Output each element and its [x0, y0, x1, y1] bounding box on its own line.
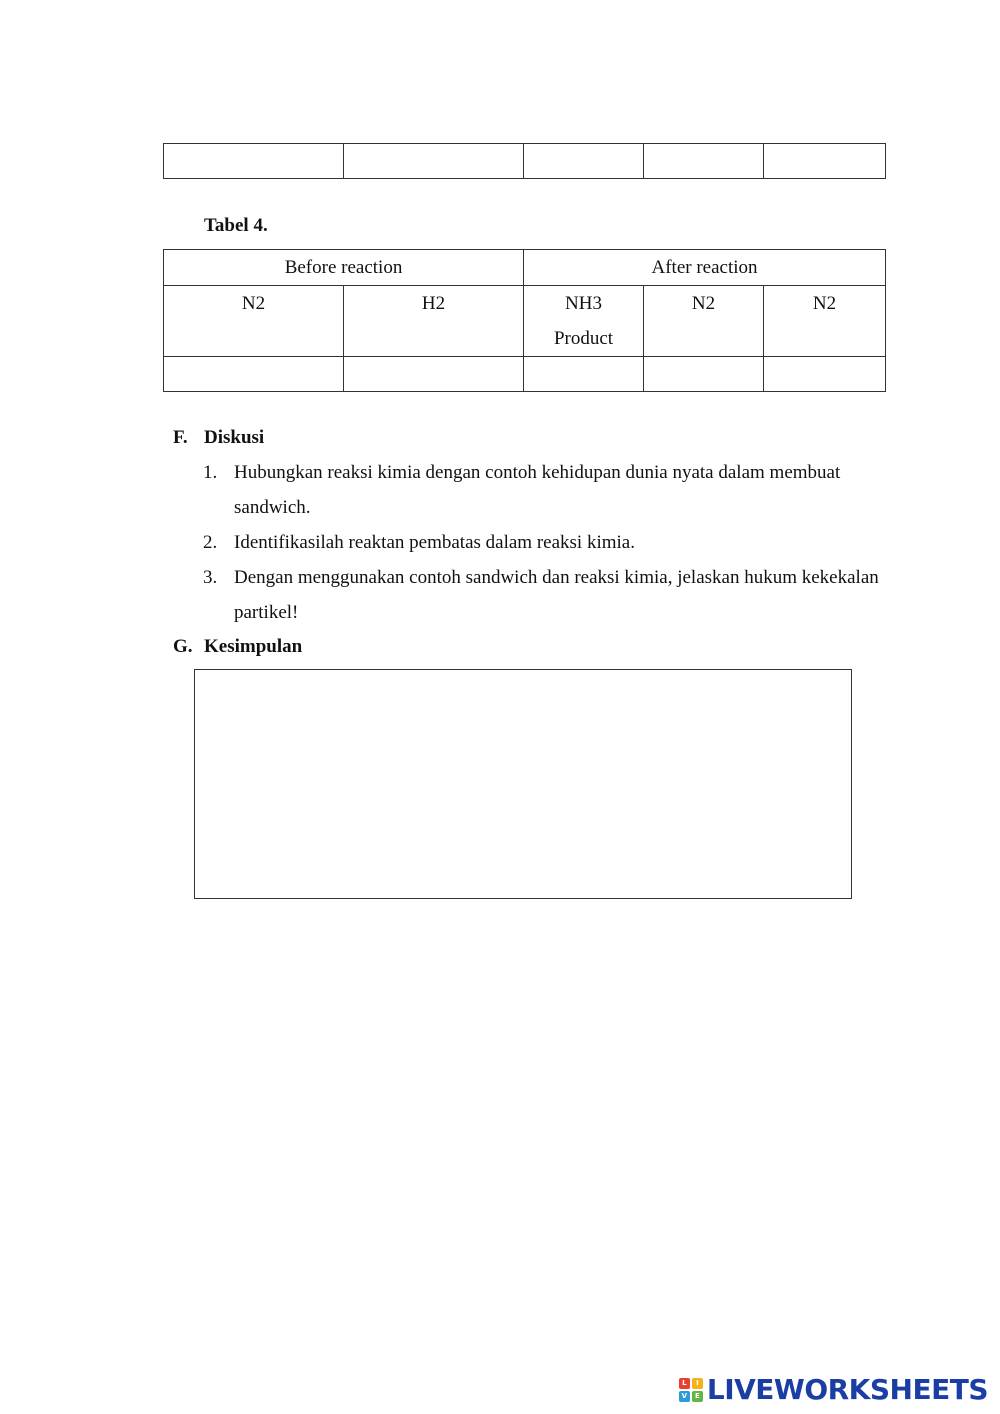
column-header-nh3 — [524, 286, 644, 357]
liveworksheets-brand — [679, 1374, 988, 1406]
column-label: H2 — [421, 293, 446, 314]
table-subheader-row — [164, 286, 886, 357]
answer-cell[interactable] — [764, 357, 886, 392]
column-label: N2 — [241, 293, 266, 314]
answer-cell[interactable] — [524, 144, 644, 179]
question-number: 1. — [203, 462, 218, 483]
logo-tile: V — [679, 1391, 690, 1402]
table-4-caption: Tabel 4. — [204, 215, 268, 236]
logo-tile: L — [679, 1378, 690, 1389]
list-item — [203, 525, 893, 560]
liveworksheets-wordmark: LIVEWORKSHEETS — [706, 1373, 988, 1406]
answer-cell[interactable] — [644, 144, 764, 179]
answer-cell[interactable] — [164, 144, 344, 179]
section-title: Kesimpulan — [204, 636, 303, 657]
section-f-heading — [173, 426, 264, 450]
column-header-h2 — [344, 286, 524, 357]
column-label: NH3 — [565, 293, 602, 314]
answer-cell[interactable] — [164, 357, 344, 392]
table-row — [164, 357, 886, 392]
column-label: N2 — [691, 293, 716, 314]
table-header-row — [164, 250, 886, 286]
question-text: Dengan menggunakan contoh sandwich dan reaksi kimia, jelaskan hukum kekekalan partikel! — [234, 567, 879, 623]
header-after-reaction: After reaction — [524, 250, 886, 286]
column-sublabel: Product — [553, 328, 614, 349]
question-text: Identifikasilah reaktan pembatas dalam reaksi kimia. — [234, 532, 635, 553]
answer-cell[interactable] — [524, 357, 644, 392]
question-number: 3. — [203, 567, 218, 588]
section-g-heading — [173, 635, 302, 659]
section-title: Diskusi — [204, 427, 265, 448]
list-item — [203, 455, 893, 525]
section-letter: G. — [173, 636, 193, 657]
list-item — [203, 560, 893, 630]
logo-tile: I — [692, 1378, 703, 1389]
answer-cell[interactable] — [344, 357, 524, 392]
question-number: 2. — [203, 532, 218, 553]
table-4 — [163, 249, 886, 392]
column-header-n2 — [164, 286, 344, 357]
liveworksheets-logo-icon — [679, 1378, 703, 1402]
table-3-answer-row — [163, 143, 886, 179]
table-row — [164, 144, 886, 179]
section-letter: F. — [173, 427, 188, 448]
column-label: N2 — [812, 293, 837, 314]
answer-cell[interactable] — [764, 144, 886, 179]
logo-tile: E — [692, 1391, 703, 1402]
answer-cell[interactable] — [644, 357, 764, 392]
question-text: Hubungkan reaksi kimia dengan contoh kehidupan dunia nyata dalam membuat sandwich. — [234, 462, 841, 518]
column-header-n2-after — [644, 286, 764, 357]
header-before-reaction: Before reaction — [164, 250, 524, 286]
conclusion-answer-box[interactable] — [194, 669, 852, 899]
discussion-questions — [203, 455, 893, 630]
answer-cell[interactable] — [344, 144, 524, 179]
column-header-n2-remaining — [764, 286, 886, 357]
